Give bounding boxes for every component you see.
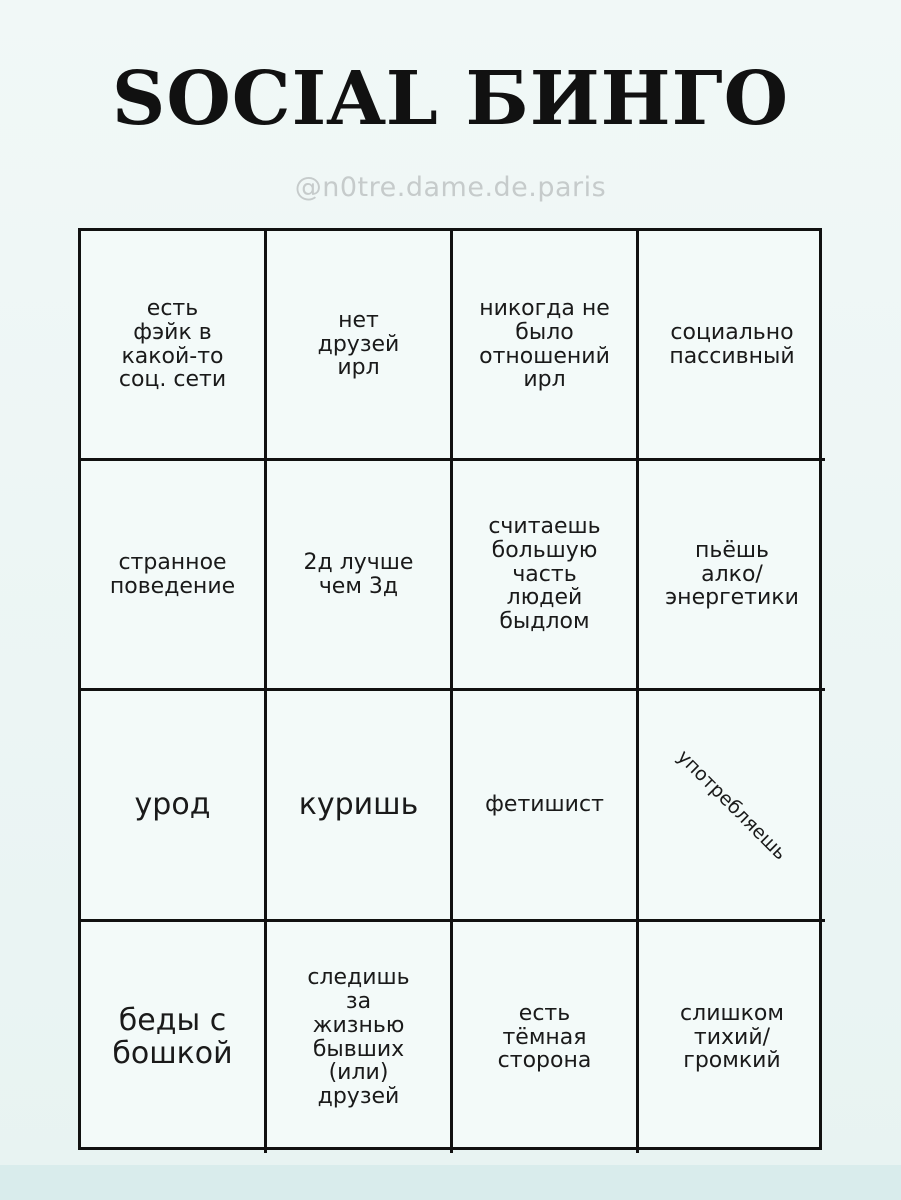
bottom-strip	[0, 1165, 901, 1200]
bingo-cell[interactable]	[453, 922, 639, 1153]
cell-label: урод	[134, 786, 211, 822]
cell-label: пьёшь алко/ энергетики	[665, 537, 799, 611]
bingo-cell[interactable]	[267, 231, 453, 461]
cell-label: беды с бошкой	[112, 1003, 233, 1071]
cell-label: куришь	[298, 786, 419, 822]
cell-label: употребляешь	[672, 745, 792, 865]
bingo-cell[interactable]	[267, 461, 453, 691]
cell-label: считаешь большую часть людей быдлом	[488, 514, 601, 635]
bingo-cell[interactable]	[81, 691, 267, 922]
cell-label: 2д лучше чем 3д	[303, 549, 414, 599]
bingo-cell[interactable]	[453, 231, 639, 461]
bingo-cell[interactable]	[81, 461, 267, 691]
cell-label: никогда не было отношений ирл	[479, 296, 610, 393]
author-credit: @n0tre.dame.de.paris	[294, 172, 607, 203]
bingo-cell[interactable]	[267, 922, 453, 1153]
page-title: SOCIAL БИНГО	[111, 56, 790, 142]
cell-label: следишь за жизнью бывших (или) друзей	[307, 965, 410, 1109]
bingo-cell[interactable]	[453, 461, 639, 691]
cell-label: странное поведение	[109, 549, 236, 599]
cell-label: нет друзей ирл	[317, 307, 400, 381]
bingo-cell[interactable]	[639, 461, 825, 691]
cell-label: фетишист	[485, 792, 604, 818]
cell-label: слишком тихий/ громкий	[680, 1000, 784, 1074]
cell-label: есть фэйк в какой-то соц. сети	[118, 296, 227, 393]
bingo-cell[interactable]	[81, 922, 267, 1153]
bingo-cell[interactable]	[639, 922, 825, 1153]
bingo-cell[interactable]	[267, 691, 453, 922]
bingo-cell[interactable]	[639, 231, 825, 461]
cell-label: социально пассивный	[669, 319, 795, 369]
bingo-cell[interactable]	[81, 231, 267, 461]
bingo-grid	[78, 228, 822, 1150]
bingo-cell[interactable]	[639, 691, 825, 922]
bingo-cell[interactable]	[453, 691, 639, 922]
cell-label: есть тёмная сторона	[497, 1000, 592, 1074]
